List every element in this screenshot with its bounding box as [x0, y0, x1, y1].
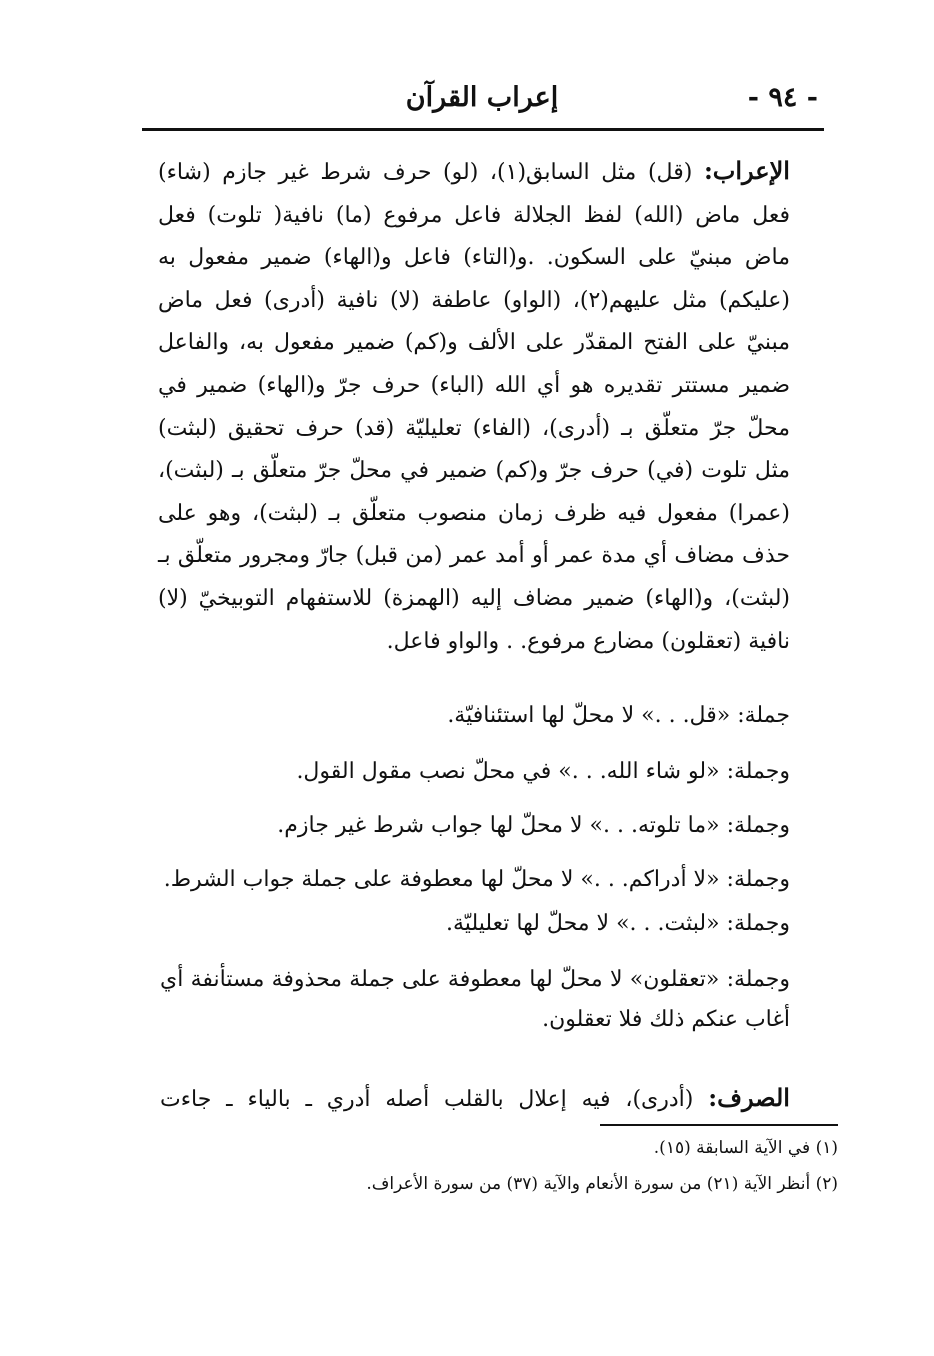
- sarf-label: الصرف:: [708, 1083, 790, 1112]
- running-title: إعراب القرآن: [405, 82, 559, 113]
- iraab-label: الإعراب:: [703, 156, 790, 185]
- header-rule: [142, 128, 824, 131]
- sentence-item: وجملة: «ما تلوته. . .» لا محلّ لها جواب شرط غير جازم.: [277, 813, 790, 838]
- sentence-item: وجملة: «لو شاء الله. . .» في محلّ نصب مقول القول.: [296, 759, 790, 784]
- sentences-list: [160, 696, 790, 1040]
- sarf-paragraph: [160, 1078, 790, 1120]
- footnote-rule: [600, 1124, 838, 1126]
- sarf-text: (أدرى)، فيه إعلال بالقلب أصله أدري ـ بالياء ـ جاءت: [160, 1087, 694, 1112]
- iraab-text: (قل) مثل السابق(١)، (لو) حرف شرط غير جازم (شاء) فعل ماض (الله) لفظ الجلالة فاعل مرفوع (ما) نافية( تلوت) فعل ماض مبنيّ على السكون. .و(التاء) فاعل و(الهاء) ضمير مفعول به (عليكم) مثل عليهم(٢)، (الواو) عاطفة (لا) نافية (أدرى) فعل ماض مبنيّ على الفتح المقدّر على الألف و(كم) ضمير مفعول به، والفاعل ضمير مستتر تقديره هو أي الله (الباء) حرف جرّ و(الهاء) ضمير في محلّ جرّ متعلّق بـ (أدرى)، (الفاء) تعليليّة (قد) حرف تحقيق (لبثت) مثل تلوت (في) حرف جرّ و(كم) ضمير في محلّ جرّ متعلّق بـ (لبثت)، (عمرا) مفعول فيه ظرف زمان منصوب متعلّق بـ (لبثت)، وهو على حذف مضاف أي مدة عمر أو أمد عمر (من قبل) جارّ ومجرور متعلّق بـ (لبثت)، و(الهاء) ضمير مضاف إليه (الهمزة) للاستفهام التوبيخيّ (لا) نافية (تعقلون) مضارع مرفوع. . والواو فاعل.: [158, 160, 790, 654]
- footnotes: [160, 1130, 838, 1202]
- sentence-item: جملة: «قل. . .» لا محلّ لها استئنافيّة.: [447, 703, 790, 728]
- sentence-item: وجملة: «لا أدراكم. . .» لا محلّ لها معطوفة على جملة جواب الشرط.: [163, 867, 790, 892]
- page-number: - ٩٤ -: [747, 82, 818, 113]
- iraab-paragraph: [158, 150, 790, 663]
- sentence-item: وجملة: «تعقلون» لا محلّ لها معطوفة على جملة محذوفة مستأنفة أي أغاب عنكم ذلك فلا تعقلون.: [160, 967, 790, 1032]
- footnote-item: (١) في الآية السابقة (١٥).: [653, 1138, 838, 1158]
- page-header: [142, 78, 822, 126]
- footnote-item: (٢) أنظر الآية (٢١) من سورة الأنعام والآية (٣٧) من سورة الأعراف.: [366, 1174, 838, 1194]
- sentence-item: وجملة: «لبثت. . .» لا محلّ لها تعليليّة.: [446, 911, 790, 936]
